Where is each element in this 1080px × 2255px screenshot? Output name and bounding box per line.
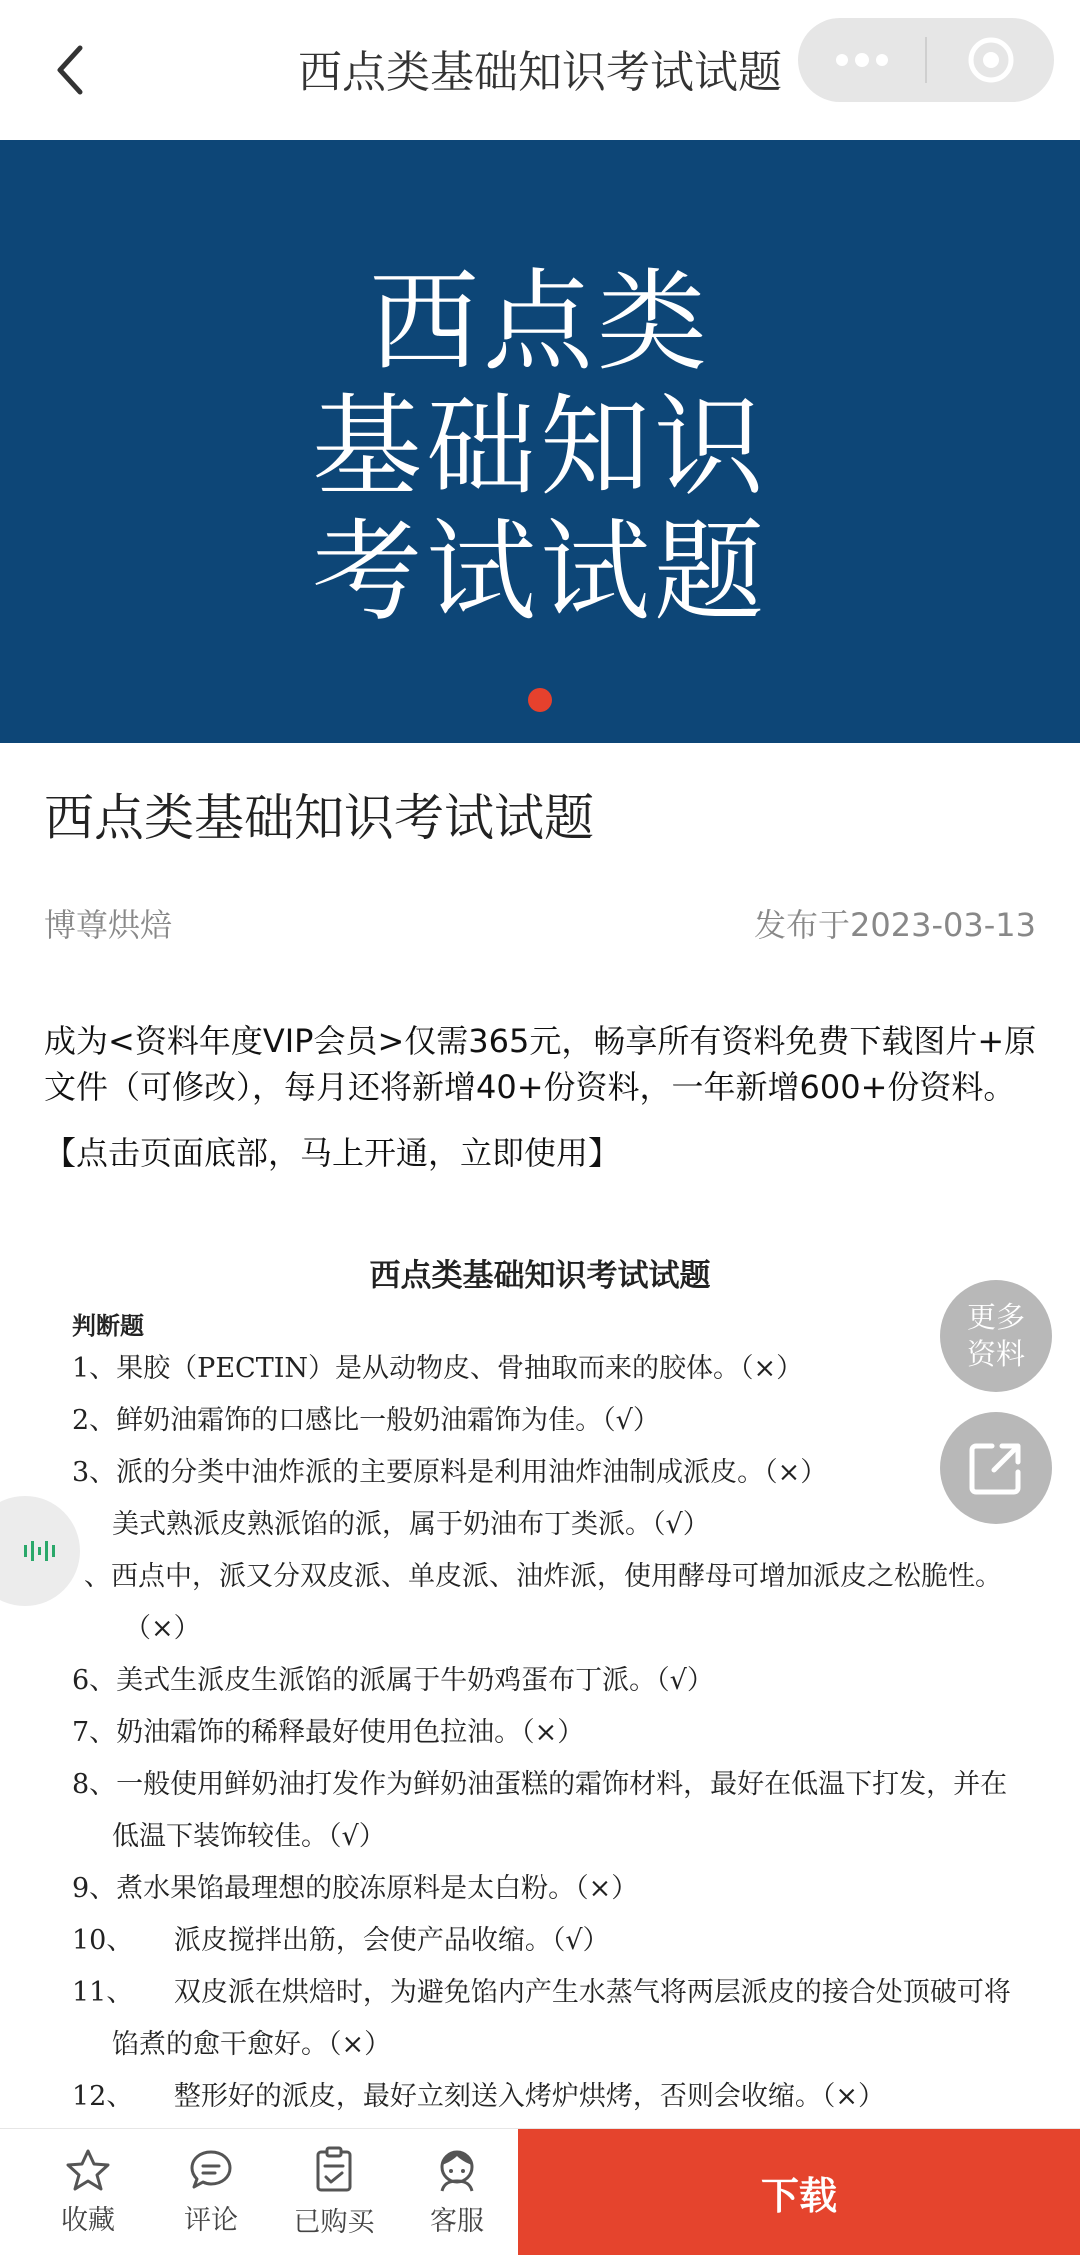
question-line: 10、 派皮搅拌出筋，会使产品收缩。（√） xyxy=(72,1925,610,1956)
question-line: 低温下装饰较佳。（√） xyxy=(112,1821,386,1852)
question-line: 馅煮的愈干愈好。（×） xyxy=(112,2029,392,2060)
share-external-icon xyxy=(966,1438,1026,1498)
cover-banner[interactable] xyxy=(0,140,1080,743)
customer-service-button[interactable] xyxy=(397,2129,517,2255)
more-resources-button[interactable] xyxy=(940,1280,1052,1392)
question-line: 美式熟派皮熟派馅的派，属于奶油布丁类派。（√） xyxy=(112,1509,710,1540)
vip-cta-text: 【点击页面底部，马上开通，立即使用】 xyxy=(44,1134,621,1172)
question-line: 3、派的分类中油炸派的主要原料是利用油炸油制成派皮。（×） xyxy=(72,1457,828,1488)
document-preview xyxy=(0,1240,1080,2130)
comment-bubble-icon xyxy=(188,2148,234,2192)
favorite-button[interactable] xyxy=(28,2129,148,2255)
banner-line-3: 考试试题 xyxy=(312,508,768,636)
question-line: 8、一般使用鲜奶油打发作为鲜奶油蛋糕的霜饰材料，最好在低温下打发，并在 xyxy=(72,1769,1008,1800)
download-button[interactable] xyxy=(518,2129,1080,2255)
star-icon xyxy=(65,2148,111,2192)
banner-title xyxy=(0,260,1080,635)
question-line: 2、鲜奶油霜饰的口感比一般奶油霜饰为佳。（√） xyxy=(72,1405,660,1436)
comment-label: 评论 xyxy=(184,2205,238,2236)
target-circle-icon xyxy=(966,35,1016,85)
author-name[interactable]: 博尊烘焙 xyxy=(44,906,173,944)
question-line: 9、煮水果馅最理想的胶冻原料是太白粉。（×） xyxy=(72,1873,639,1904)
purchased-label: 已购买 xyxy=(293,2207,375,2238)
question-line: 11、 双皮派在烘焙时，为避免馅内产生水蒸气将两层派皮的接合处顶破可将 xyxy=(72,1977,1011,2008)
vip-promo-text: 成为<资料年度VIP会员>仅需365元，畅享所有资料免费下载图片+原文件（可修改），每月还将新增40+份资料，一年新增600+份资料。 xyxy=(44,1022,1037,1106)
question-line: 12、 整形好的派皮，最好立刻送入烤炉烘烤，否则会收缩。（×） xyxy=(72,2081,885,2112)
clipboard-check-icon xyxy=(311,2146,357,2194)
question-line: 1、果胶（PECTIN）是从动物皮、骨抽取而来的胶体。（×） xyxy=(72,1353,804,1384)
comment-button[interactable] xyxy=(151,2129,271,2255)
banner-line-2: 基础知识 xyxy=(312,383,768,511)
document-section-title: 判断题 xyxy=(72,1311,144,1340)
more-menu-button[interactable] xyxy=(798,18,925,102)
more-resources-line-2: 资料 xyxy=(966,1337,1025,1371)
question-line: （×） xyxy=(124,1613,201,1644)
bottom-action-bar xyxy=(0,2128,1080,2255)
carousel-indicator[interactable] xyxy=(528,688,552,712)
article-title: 西点类基础知识考试试题 xyxy=(44,789,594,847)
sound-wave-icon xyxy=(23,1539,57,1563)
question-line: 、西点中，派又分双皮派、单皮派、油炸派，使用酵母可增加派皮之松脆性。 xyxy=(84,1561,1002,1592)
customer-service-label: 客服 xyxy=(430,2206,484,2237)
favorite-label: 收藏 xyxy=(61,2205,115,2236)
more-resources-line-1: 更多 xyxy=(966,1300,1025,1334)
question-line: 7、奶油霜饰的稀释最好使用色拉油。（×） xyxy=(72,1717,585,1748)
question-line: 6、美式生派皮生派馅的派属于牛奶鸡蛋布丁派。（√） xyxy=(72,1665,714,1696)
top-nav-bar xyxy=(0,0,1080,140)
customer-service-avatar-icon xyxy=(434,2147,480,2193)
share-button[interactable] xyxy=(940,1412,1052,1524)
document-heading: 西点类基础知识考试试题 xyxy=(369,1258,711,1294)
page-title: 西点类基础知识考试试题 xyxy=(298,47,782,98)
purchased-button[interactable] xyxy=(274,2129,394,2255)
mini-program-capsule xyxy=(798,18,1054,102)
close-mini-program-button[interactable] xyxy=(927,18,1054,102)
more-dots-icon xyxy=(832,50,892,70)
banner-line-1: 西点类 xyxy=(369,258,711,386)
publish-date: 发布于2023-03-13 xyxy=(754,906,1036,944)
download-label: 下载 xyxy=(760,2174,837,2218)
